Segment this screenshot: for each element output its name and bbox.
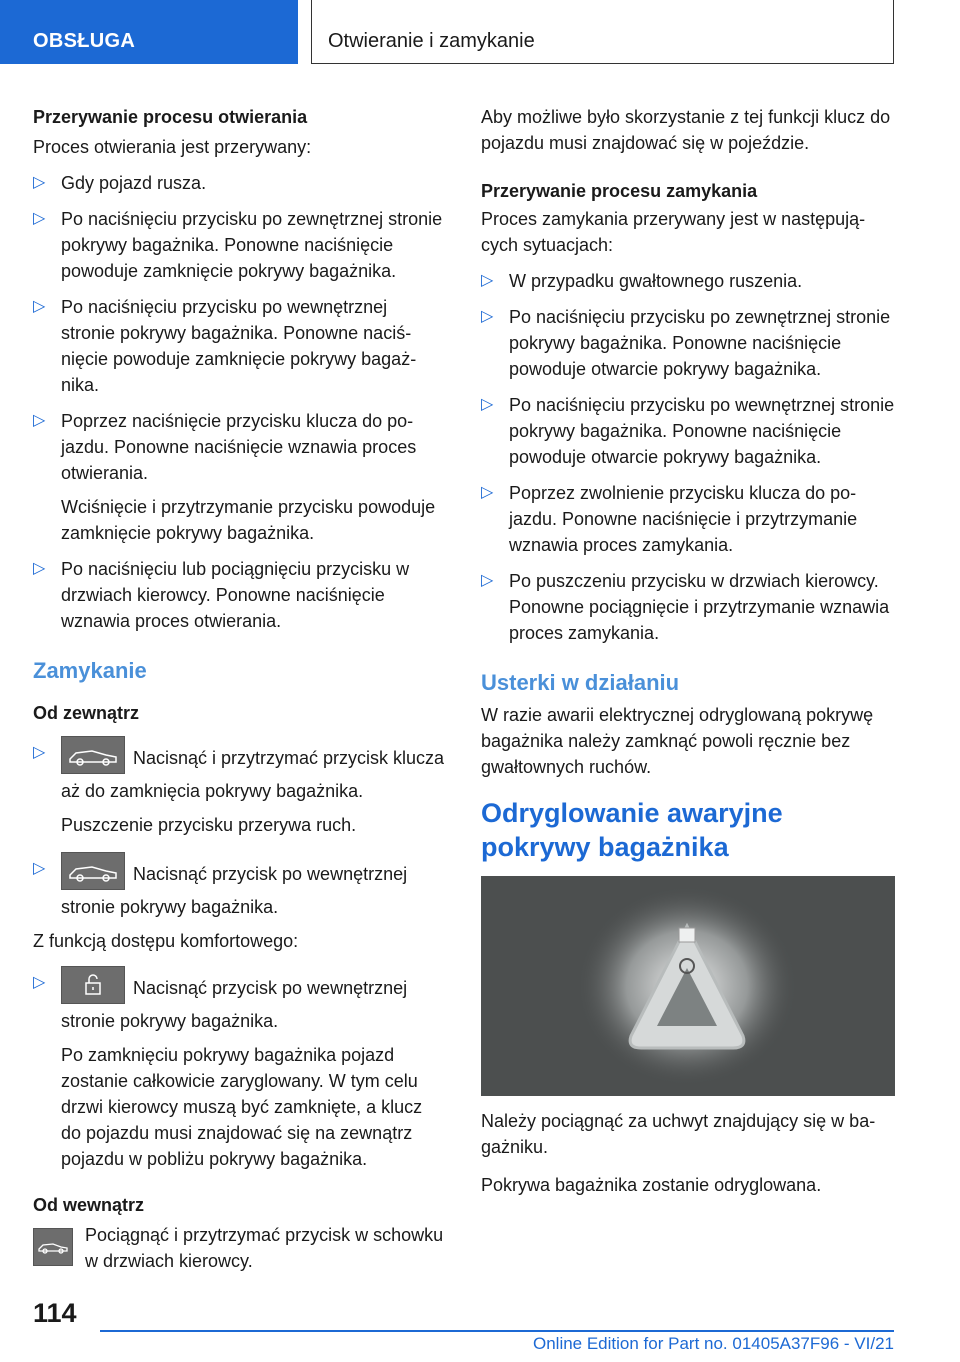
outside-list-cont bbox=[33, 856, 445, 920]
list-item-continuation: Po zamknięciu pokrywy bagażnika pojazd zostanie całkowicie zaryglowany. W tym celu drzwi kierowcy muszą być zamknięte, a klucz do pojazdu musi znajdować się na zewnątrz pojazdu w pobliżu pokrywy bagażnika. bbox=[61, 1045, 423, 1169]
list-item: ▷ Po naciśnięciu lub pociągnięciu przycisku w drzwiach kierowcy. Ponowne naciśnięcie wznawia proces otwierania. bbox=[33, 556, 445, 634]
bullet-icon: ▷ bbox=[481, 572, 494, 589]
malfunction-text: W razie awarii elektrycznej odryglowaną pokrywę bagażnika należy zamknąć powoli ręcznie bez gwałtownych ruchów. bbox=[481, 705, 874, 777]
bullet-icon: ▷ bbox=[481, 396, 494, 413]
right-column bbox=[481, 104, 895, 1198]
bullet-icon: ▷ bbox=[33, 974, 46, 991]
bullet-icon: ▷ bbox=[33, 298, 46, 315]
list-item: ▷ Poprzez zwolnienie przycisku klucza do pojazdu. Ponowne naciśnięcie i przytrzymanie wznawia proces zamykania. bbox=[481, 480, 895, 558]
bullet-icon: ▷ bbox=[33, 744, 46, 761]
outside-list bbox=[33, 740, 445, 804]
comfort-list bbox=[33, 970, 445, 1034]
interrupt-open-intro: Proces otwierania jest przerywany: bbox=[33, 137, 312, 157]
page-number: 114 bbox=[33, 1298, 77, 1328]
list-item: ▷ Poprzez naciśnięcie przycisku klucza do pojazdu. Ponowne naciśnięcie wznawia proces otwierania. bbox=[33, 408, 445, 486]
list-item: ▷ Po naciśnięciu przycisku po wewnętrznej stronie pokrywy bagażnika. Ponowne naciśnięcie powoduje zamknięcie pokrywy bagażnika. bbox=[33, 294, 445, 398]
list-item-continuation: Puszczenie przycisku przerywa ruch. bbox=[61, 815, 357, 835]
list-item-continuation: Wciśnięcie i przytrzymanie przycisku powoduje zamknięcie pokrywy bagażnika. bbox=[61, 497, 436, 543]
closing-heading: Zamykanie bbox=[33, 658, 147, 683]
car-trunk-icon bbox=[61, 736, 125, 774]
bullet-icon: ▷ bbox=[481, 272, 494, 289]
list-item: ▷ Po naciśnięciu przycisku po wewnętrznej stronie pokrywy bagażnika. Ponowne naciśnięcie powoduje otwarcie pokrywy bagażnika. bbox=[481, 392, 895, 470]
bullet-icon: ▷ bbox=[33, 210, 46, 227]
interrupt-close-intro: Proces zamykania przerywany jest w następujących sytuacjach: bbox=[481, 209, 866, 255]
inside-subheading: Od wewnątrz bbox=[33, 1195, 145, 1215]
malfunction-heading: Usterki w działaniu bbox=[481, 670, 680, 695]
bullet-icon: ▷ bbox=[33, 560, 46, 577]
interrupt-open-list-cont bbox=[33, 556, 445, 634]
right-intro: Aby możliwe było skorzystanie z tej funkcji klucz do pojazdu musi znajdować się w pojeździe. bbox=[481, 107, 891, 153]
chapter-label: Otwieranie i zamykanie bbox=[328, 30, 535, 52]
outside-subheading: Od zewnątrz bbox=[33, 703, 140, 723]
list-item: ▷ Gdy pojazd rusza. bbox=[33, 170, 445, 196]
list-item: ▷ Nacisnąć przycisk po wewnętrznej stronie pokrywy bagażnika. bbox=[33, 856, 445, 920]
section-label: OBSŁUGA bbox=[33, 30, 136, 52]
car-trunk-icon bbox=[61, 852, 125, 890]
bullet-icon: ▷ bbox=[33, 412, 46, 429]
lock-icon bbox=[61, 966, 125, 1004]
bullet-icon: ▷ bbox=[33, 860, 46, 877]
interrupt-close-title: Przerywanie procesu zamykania bbox=[481, 181, 758, 201]
list-item: ▷ Nacisnąć i przytrzymać przycisk klucza aż do zamknięcia pokrywy bagażnika. bbox=[33, 740, 445, 804]
trunk-release-handle-image bbox=[481, 876, 895, 1096]
interrupt-open-title: Przerywanie procesu otwierania bbox=[33, 107, 308, 127]
list-item: ▷ Po puszczeniu przycisku w drzwiach kierowcy. Ponowne pociągnięcie i przytrzymanie wznawia proces zamykania. bbox=[481, 568, 895, 646]
list-item: ▷ Po naciśnięciu przycisku po zewnętrznej stronie pokrywy bagażnika. Ponowne naciśnięcie powoduje otwarcie pokrywy bagażnika. bbox=[481, 304, 895, 382]
footer-divider bbox=[100, 1330, 894, 1332]
list-item: ▷ W przypadku gwałtownego ruszenia. bbox=[481, 268, 895, 294]
list-item: ▷ Nacisnąć przycisk po wewnętrznej stronie pokrywy bagażnika. bbox=[33, 970, 445, 1034]
emergency-text-2: Pokrywa bagażnika zostanie odryglowana. bbox=[481, 1175, 822, 1195]
bullet-icon: ▷ bbox=[481, 484, 494, 501]
emergency-text-1: Należy pociągnąć za uchwyt znajdujący się w bagażniku. bbox=[481, 1111, 876, 1157]
bullet-icon: ▷ bbox=[481, 308, 494, 325]
interrupt-close-list bbox=[481, 268, 895, 646]
chapter-tab bbox=[311, 0, 894, 64]
comfort-intro: Z funkcją dostępu komfortowego: bbox=[33, 931, 299, 951]
list-item: ▷ Po naciśnięciu przycisku po zewnętrznej stronie pokrywy bagażnika. Ponowne naciśnięcie powoduje zamknięcie pokrywy bagażnika. bbox=[33, 206, 445, 284]
inside-row bbox=[33, 1222, 445, 1274]
car-trunk-icon bbox=[33, 1228, 73, 1266]
footer-edition: Online Edition for Part no. 01405A37F96 - VI/21 bbox=[532, 1334, 894, 1353]
section-tab bbox=[0, 0, 298, 64]
interrupt-open-list bbox=[33, 170, 445, 486]
bullet-icon: ▷ bbox=[33, 174, 46, 191]
inside-text: Pociągnąć i przytrzymać przycisk w schowku w drzwiach kierowcy. bbox=[85, 1225, 444, 1271]
emergency-heading: Odryglowanie awaryjne pokrywy bagażnika bbox=[481, 798, 783, 862]
left-column bbox=[33, 104, 445, 1274]
